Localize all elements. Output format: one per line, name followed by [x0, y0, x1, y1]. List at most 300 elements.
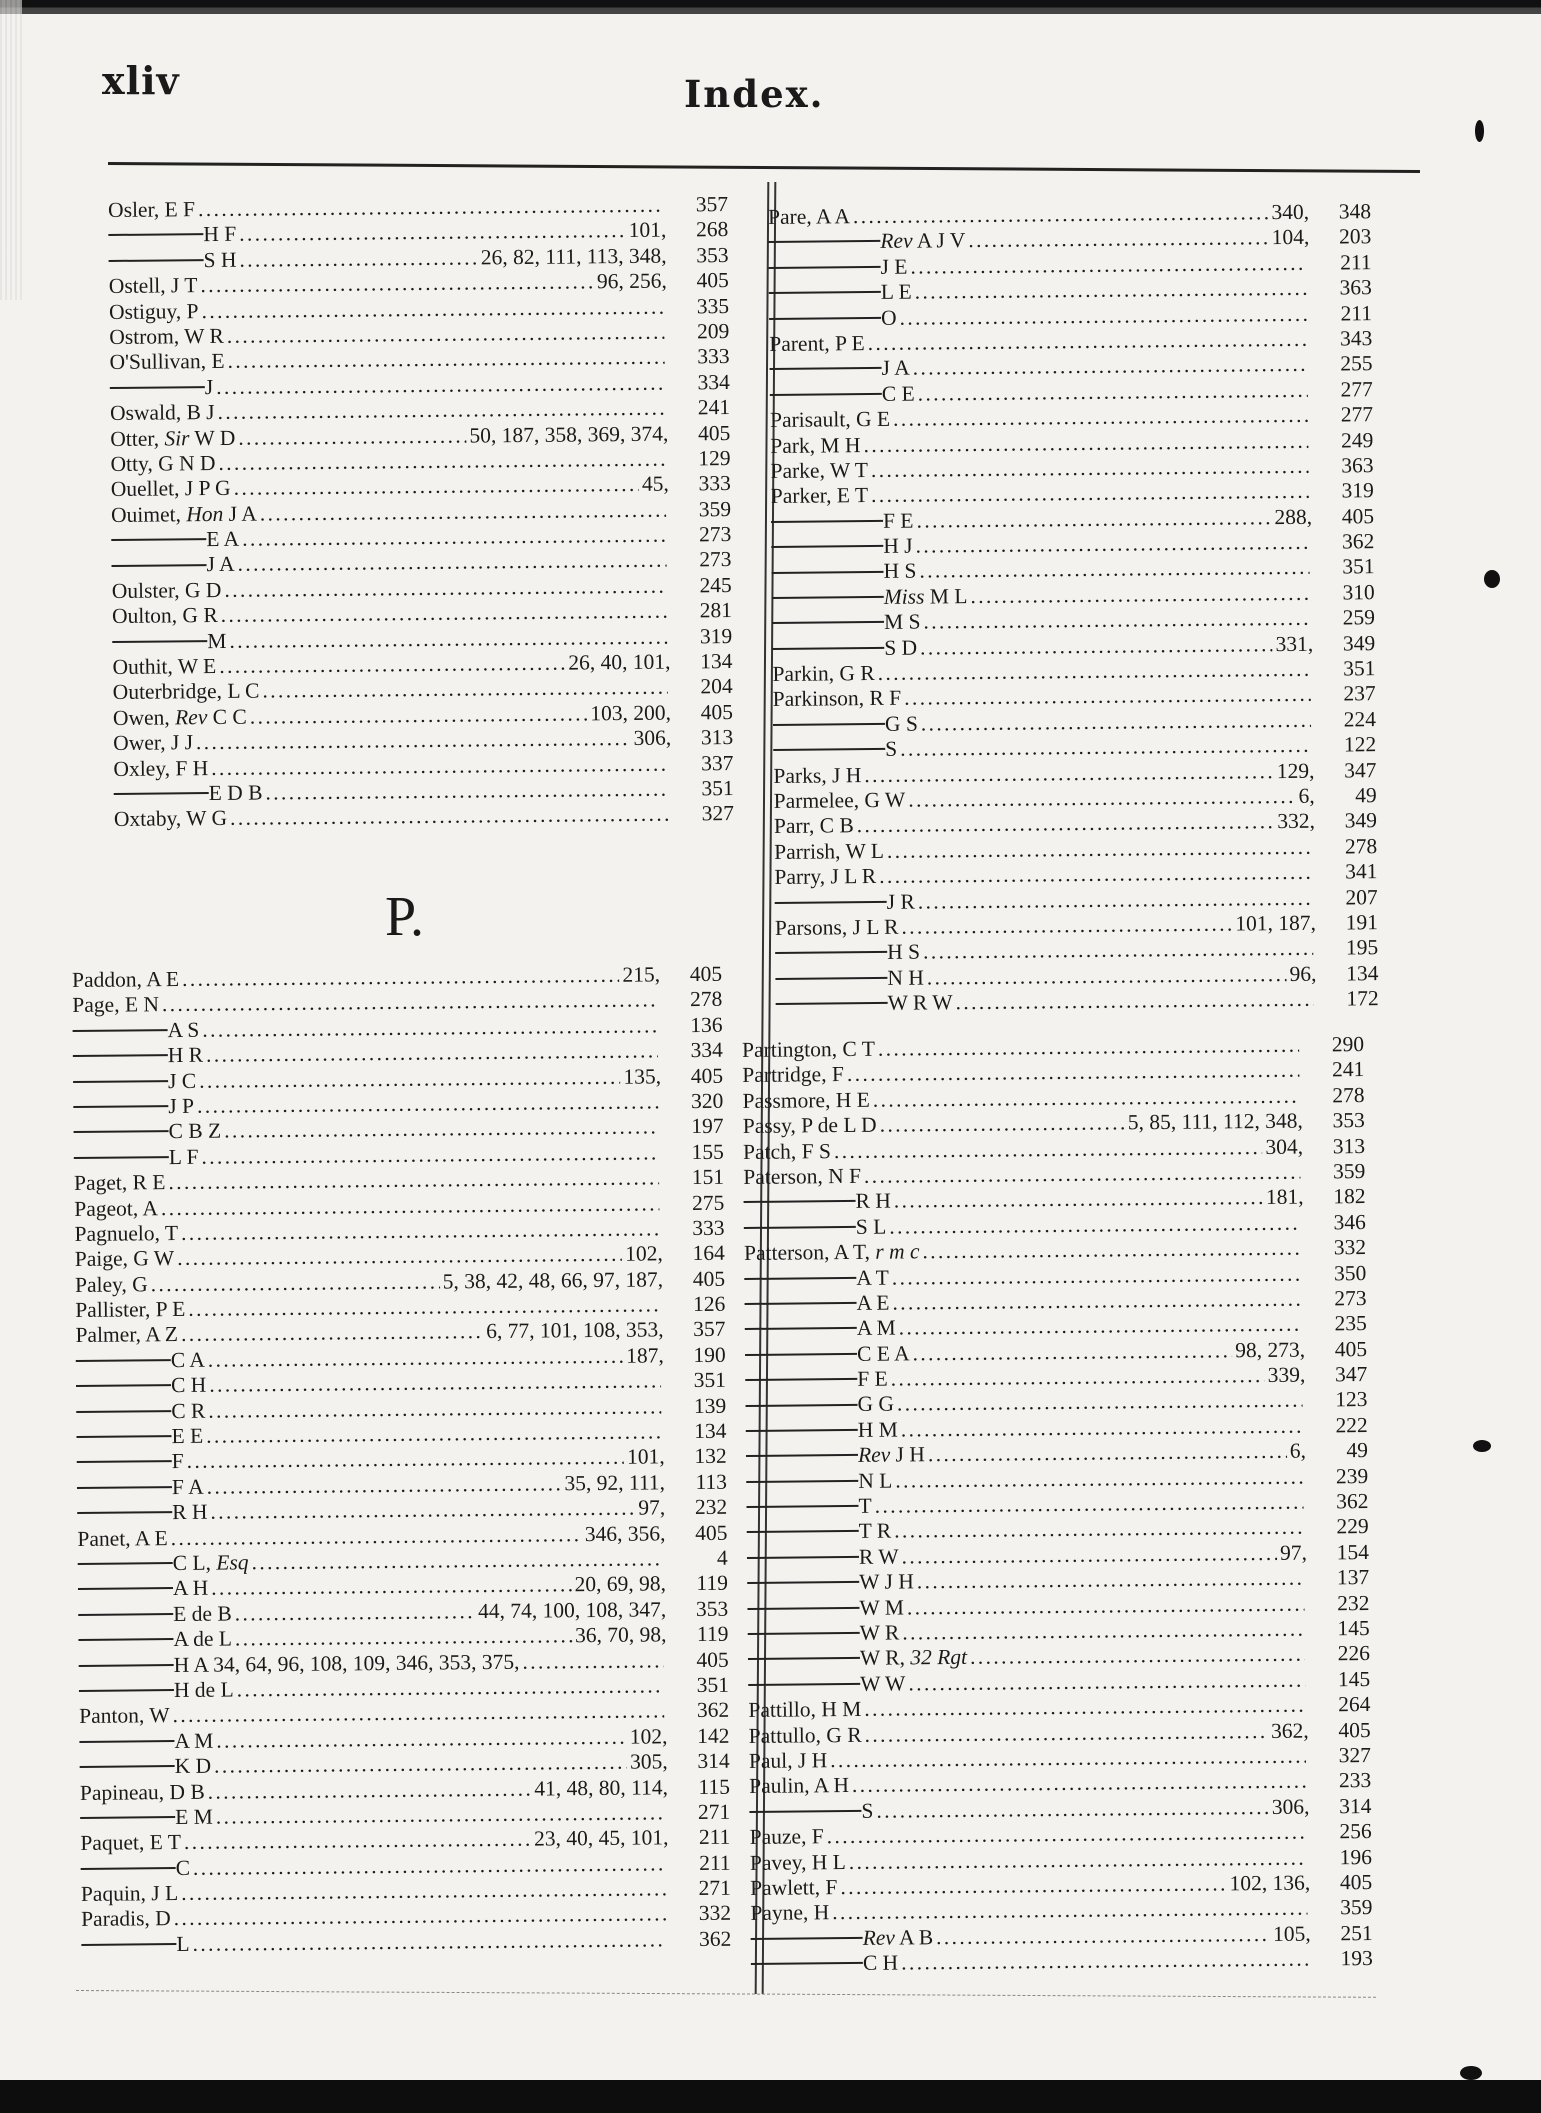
entry-given-names: R E [132, 1170, 166, 1195]
entry-surname: Osler, [108, 197, 160, 222]
dot-leader [908, 1667, 1305, 1696]
dot-leader [917, 1566, 1305, 1595]
entry-given-names: H S [887, 939, 921, 965]
dot-leader [915, 276, 1307, 305]
entry-page-number: 239 [1335, 1463, 1369, 1488]
entry-surname: Parker, [770, 483, 832, 509]
entry-page-number: 347 [1344, 757, 1377, 783]
entry-page-number: 134 [1346, 960, 1379, 986]
entry-page-number: 405 [695, 1520, 728, 1545]
entry-given-names: F S [801, 1138, 832, 1163]
entry-given-names: J T [170, 273, 198, 298]
entry-name [111, 552, 234, 579]
dot-leader [184, 1827, 531, 1856]
entry-page-number: 204 [700, 674, 733, 699]
entry-surname: Panet, [77, 1526, 131, 1551]
dot-leader [234, 472, 639, 501]
entry-name [74, 1170, 166, 1196]
entry-name [76, 1373, 206, 1400]
entry-given-names: L F [168, 1144, 199, 1169]
entry-surname: Paddon, [72, 967, 143, 992]
entry-page-number: 351 [1343, 656, 1376, 681]
entry-name [775, 915, 899, 942]
ditto-dash [745, 1327, 857, 1330]
entry-other-pages: 50, 187, 358, 369, 374, [469, 421, 669, 448]
entry-given-names: A H [172, 1576, 209, 1601]
ditto-dash [76, 1410, 171, 1413]
entry-given-names: K D [174, 1753, 212, 1779]
index-column-p-right-bottom [742, 1032, 1373, 1977]
entry-other-pages: 5, 38, 42, 48, 66, 97, 187, [442, 1267, 664, 1294]
entry-other-pages: 101, [626, 1444, 665, 1470]
entry-page-number: 405 [696, 1647, 729, 1672]
entry-surname: Oulton, [111, 603, 178, 629]
entry-given-names: H M [821, 1697, 862, 1722]
ink-speck [1460, 2066, 1482, 2080]
entry-name [81, 1932, 189, 1958]
entry-given-names: M [207, 628, 227, 653]
entry-given-names: C E [881, 381, 915, 406]
entry-page-number: 229 [1336, 1514, 1369, 1539]
entry-name [77, 1449, 184, 1475]
entry-page-number: 405 [689, 961, 723, 987]
entry-page-number: 268 [695, 217, 729, 242]
entry-other-pages: 35, 92, 111, [564, 1470, 666, 1496]
entry-page-number: 49 [1346, 1438, 1369, 1463]
entry-page-number: 142 [697, 1723, 730, 1748]
entry-name [77, 1475, 204, 1502]
entry-other-pages: 41, 48, 80, 114, [534, 1774, 669, 1801]
entry-page-number: 359 [698, 496, 732, 522]
dot-leader [251, 1546, 662, 1575]
entry-surname: Paquin, [80, 1881, 147, 1907]
entry-given-names: G W [864, 787, 906, 813]
entry-name [112, 654, 216, 680]
header-rule [108, 162, 1420, 173]
entry-page-number: 196 [1339, 1844, 1373, 1869]
entry-name [746, 1468, 892, 1495]
entry-page-number: 353 [1332, 1108, 1365, 1133]
dot-leader [522, 1648, 663, 1675]
entry-page-number: 241 [1331, 1057, 1365, 1082]
entry-given-names: G W [133, 1246, 175, 1271]
entry-page-number: 350 [1333, 1260, 1367, 1285]
entry-name [114, 781, 263, 808]
ditto-dash [772, 570, 884, 573]
ditto-dash [79, 1740, 174, 1743]
entry-given-names: F E [857, 1366, 888, 1391]
entry-surname: Paterson, [743, 1164, 823, 1189]
entry-page-number: 405 [690, 1063, 724, 1088]
dot-leader [214, 1750, 627, 1779]
entry-page-number: 211 [1340, 300, 1373, 326]
entry-page-number: 197 [691, 1114, 724, 1139]
entry-surname: O'Sullivan, [109, 349, 207, 375]
ditto-dash [772, 621, 884, 624]
ditto-dash [772, 647, 884, 650]
entry-other-pages: 339, [1267, 1362, 1306, 1388]
dot-leader [230, 802, 669, 832]
entry-name [743, 1139, 831, 1165]
entry-surname: Pawlett, [750, 1875, 821, 1900]
entry-given-names: J [204, 374, 214, 399]
dot-leader [216, 1724, 627, 1753]
entry-given-names: Rev A B [862, 1924, 934, 1950]
entry-surname: Pauze, [749, 1824, 807, 1850]
entry-given-names: A Z [145, 1322, 179, 1347]
entry-given-names: W R [184, 323, 224, 349]
entry-name [108, 248, 236, 275]
entry-given-names: C L, Esq [172, 1550, 249, 1576]
entry-name [745, 1367, 888, 1394]
entry-name [743, 1189, 890, 1216]
entry-surname: Oulster, [111, 578, 180, 603]
entry-surname: Patch, [742, 1139, 797, 1164]
entry-other-pages: 304, [1265, 1134, 1304, 1159]
entry-name [73, 1094, 194, 1121]
entry-page-number: 359 [1332, 1158, 1366, 1184]
index-entry [81, 1927, 731, 1959]
scan-bottom-edge [0, 2080, 1541, 2113]
entry-given-names: E A [206, 526, 240, 552]
ditto-dash [747, 1556, 859, 1559]
entry-other-pages: 102, [625, 1241, 663, 1266]
entry-page-number: 405 [696, 268, 729, 293]
entry-page-number: 405 [700, 699, 734, 725]
entry-given-names: W G [186, 806, 228, 831]
entry-given-names: C B [819, 813, 854, 838]
entry-other-pages: 101, 187, [1235, 910, 1317, 936]
ditto-dash [775, 901, 887, 904]
dot-leader [208, 1776, 532, 1805]
entry-name [72, 1018, 199, 1045]
entry-name [78, 1601, 232, 1628]
entry-page-number: 132 [694, 1444, 727, 1469]
entry-surname: Pare, [768, 204, 812, 229]
index-column-p-left [72, 962, 731, 1958]
entry-given-names: N L [858, 1468, 893, 1493]
entry-other-pages: 340, [1271, 199, 1310, 225]
entry-surname: Ostell, [108, 273, 166, 299]
entry-page-number: 134 [694, 1418, 727, 1444]
entry-page-number: 363 [1341, 453, 1374, 478]
entry-name [771, 508, 914, 535]
entry-name [746, 1494, 871, 1521]
entry-name [746, 1417, 898, 1444]
entry-page-number: 271 [698, 1875, 731, 1901]
entry-given-names: Sir W D [164, 425, 236, 450]
entry-name [75, 1322, 178, 1348]
ditto-dash [79, 1664, 174, 1667]
entry-given-names: F [825, 1875, 838, 1900]
entry-surname: Passy, [742, 1113, 796, 1139]
entry-given-names: G S [884, 711, 918, 736]
entry-surname: Parsons, [774, 915, 848, 940]
entry-name [771, 559, 916, 586]
entry-name [772, 610, 921, 637]
entry-name [112, 629, 226, 656]
ditto-dash [112, 640, 207, 643]
entry-surname: Page, [72, 992, 120, 1018]
dot-leader [897, 1388, 1303, 1417]
entry-surname: Ouellet, [110, 476, 180, 502]
dot-leader [970, 581, 1310, 610]
entry-name [774, 814, 854, 840]
entry-page-number: 277 [1340, 376, 1373, 402]
ditto-dash [772, 596, 884, 599]
entry-name [110, 400, 215, 426]
entry-given-names: C R [171, 1398, 206, 1423]
entry-given-names: C B Z [168, 1118, 222, 1144]
ditto-dash [112, 564, 207, 567]
entry-surname: Papineau, [79, 1779, 165, 1805]
entry-name [80, 1779, 205, 1806]
dot-leader [955, 987, 1313, 1016]
ditto-dash [77, 1461, 172, 1464]
entry-given-names: G E [855, 406, 891, 432]
entry-name [746, 1443, 925, 1470]
entry-given-names: F H [175, 755, 209, 780]
entry-other-pages: 104, [1271, 225, 1310, 250]
entry-other-pages: 181, [1265, 1184, 1304, 1210]
entry-name [110, 425, 235, 452]
entry-given-names: J L R [830, 864, 877, 889]
entry-given-names: J H [797, 1748, 828, 1773]
dot-leader [912, 1338, 1232, 1366]
entry-given-names: H R [167, 1042, 204, 1068]
entry-name [75, 1272, 148, 1298]
entry-other-pages: 97, [1279, 1540, 1308, 1565]
entry-page-number: 334 [697, 369, 730, 395]
ditto-dash [79, 1689, 174, 1692]
ditto-dash [111, 538, 206, 541]
ditto-dash [769, 317, 881, 320]
entry-given-names: T [858, 1493, 872, 1518]
entry-page-number: 351 [693, 1367, 727, 1393]
entry-other-pages: 288, [1274, 504, 1313, 529]
entry-other-pages: 96, 256, [596, 268, 667, 294]
entry-name [75, 1297, 185, 1323]
dot-leader [900, 733, 1311, 762]
entry-name [109, 349, 224, 376]
entry-name [80, 1830, 181, 1856]
dot-leader [864, 759, 1274, 788]
entry-given-names: W L [845, 838, 885, 864]
entry-given-names: A T [856, 1265, 889, 1290]
entry-name [81, 1907, 171, 1933]
ditto-dash [80, 1816, 175, 1819]
entry-page-number: 405 [1341, 503, 1375, 529]
entry-page-number: 310 [1342, 580, 1375, 605]
entry-given-names: J R [886, 889, 915, 914]
dot-leader [921, 708, 1311, 737]
entry-other-pages: 101, [628, 218, 667, 243]
entry-name [749, 1748, 828, 1774]
entry-given-names: L E [880, 279, 912, 305]
ditto-dash [744, 1200, 856, 1203]
entry-given-names: N H [887, 965, 924, 990]
entry-name [75, 1246, 175, 1272]
entry-given-names: H [813, 1900, 830, 1925]
entry-given-names: G R [826, 1722, 862, 1747]
entry-page-number: 335 [696, 293, 730, 318]
entry-given-names: A M [856, 1315, 896, 1341]
entry-name [745, 1392, 894, 1419]
entry-other-pages: 215, [622, 962, 661, 987]
ditto-dash [748, 1683, 860, 1686]
entry-other-pages: 44, 74, 100, 108, 347, [477, 1597, 667, 1623]
ditto-dash [775, 951, 887, 954]
entry-given-names: E de B [173, 1601, 232, 1626]
entry-surname: Parisault, [769, 407, 851, 433]
entry-page-number: 151 [691, 1164, 725, 1190]
entry-name [775, 889, 915, 916]
entry-given-names: N F [828, 1163, 862, 1189]
ink-speck [1473, 1440, 1491, 1452]
entry-name [769, 280, 912, 307]
dot-leader [876, 1795, 1269, 1824]
index-entry [776, 986, 1379, 1017]
entry-given-names: H A 34, 64, 96, 108, 109, 346, 353, 375, [173, 1649, 520, 1677]
dot-leader [904, 682, 1311, 711]
entry-name [113, 756, 208, 782]
entry-name [110, 375, 214, 401]
entry-name [748, 1671, 905, 1698]
ditto-dash [746, 1429, 858, 1432]
dot-leader [908, 784, 1296, 813]
entry-given-names: H F [203, 222, 237, 247]
entry-other-pages: 23, 40, 45, 101, [533, 1825, 669, 1851]
dot-leader [239, 218, 626, 247]
scan-left-edge [0, 0, 22, 300]
entry-surname: Pattillo, [748, 1697, 817, 1723]
ditto-dash [745, 1378, 857, 1381]
entry-page-number: 137 [1336, 1565, 1370, 1590]
entry-page-number: 115 [698, 1774, 730, 1799]
entry-name [81, 1856, 191, 1882]
ditto-dash [776, 1002, 888, 1005]
entry-other-pages: 102, [629, 1724, 668, 1749]
entry-other-pages: 135, [623, 1063, 662, 1089]
entry-page-number: 319 [1341, 478, 1374, 503]
entry-name [750, 1875, 837, 1901]
entry-given-names: Rev A J V [880, 228, 966, 254]
entry-name [744, 1265, 889, 1292]
entry-other-pages: 6, [1289, 1438, 1307, 1464]
section-letter-p: P. [385, 886, 424, 948]
dot-leader [853, 200, 1269, 229]
dot-leader [235, 1599, 476, 1627]
entry-page-number: 232 [694, 1494, 728, 1520]
entry-page-number: 290 [1331, 1032, 1365, 1057]
entry-given-names: G [132, 1271, 148, 1297]
entry-given-names: L C [227, 678, 260, 704]
dot-leader [260, 497, 666, 526]
entry-given-names: P de L D [801, 1112, 877, 1138]
entry-page-number: 154 [1336, 1539, 1370, 1565]
entry-given-names: J P G [184, 476, 231, 501]
dot-leader [899, 1312, 1302, 1341]
entry-name [79, 1728, 213, 1755]
entry-other-pages: 36, 70, 98, [574, 1622, 667, 1648]
entry-page-number: 405 [1339, 1869, 1373, 1895]
entry-given-names: J A [206, 552, 235, 577]
dot-leader [840, 1871, 1226, 1900]
entry-given-names: Miss M L [883, 583, 968, 609]
entry-name [748, 1621, 900, 1648]
dot-leader [907, 1591, 1305, 1620]
entry-given-names: H M [857, 1417, 898, 1442]
entry-given-names: P E [834, 331, 865, 356]
ditto-dash [73, 1105, 168, 1108]
dot-leader [208, 1344, 624, 1373]
entry-name [78, 1550, 249, 1577]
entry-name [742, 1062, 844, 1088]
entry-given-names: C A [170, 1347, 205, 1372]
entry-page-number: 313 [1332, 1133, 1366, 1158]
entry-given-names: D B [169, 1779, 205, 1804]
entry-name [751, 1925, 934, 1952]
ditto-dash [748, 1657, 860, 1660]
dot-leader [171, 1522, 582, 1551]
entry-page-number: 139 [693, 1393, 727, 1418]
entry-surname: Paige, [74, 1246, 129, 1272]
dot-leader [910, 251, 1306, 280]
entry-name [72, 993, 159, 1019]
dot-leader [238, 423, 466, 451]
entry-page-number: 273 [1334, 1285, 1367, 1311]
entry-given-names: L [176, 1931, 190, 1956]
ditto-dash [110, 386, 205, 389]
entry-name [747, 1570, 914, 1597]
ditto-dash [744, 1276, 856, 1279]
dot-leader [894, 1185, 1263, 1214]
entry-given-names: P [186, 298, 199, 323]
entry-page-number: 332 [1333, 1235, 1367, 1260]
entry-name [768, 204, 850, 230]
entry-page-number: 278 [689, 987, 723, 1012]
entry-name [81, 1881, 179, 1907]
entry-surname: Ostiguy, [108, 298, 182, 324]
entry-surname: Paley, [74, 1272, 127, 1297]
entry-page-number: 256 [1339, 1819, 1372, 1844]
entry-name [769, 331, 865, 357]
entry-name [76, 1424, 203, 1451]
entry-other-pages: 306, [1271, 1794, 1310, 1819]
entry-given-names: G N D [158, 450, 216, 476]
dot-leader [970, 1642, 1305, 1671]
dot-leader [901, 1541, 1277, 1570]
ditto-dash [745, 1353, 857, 1356]
entry-name [743, 1164, 861, 1191]
entry-page-number: 195 [1345, 935, 1379, 960]
entry-page-number: 333 [692, 1215, 725, 1240]
ink-speck [1475, 120, 1484, 142]
ditto-dash [80, 1765, 175, 1768]
entry-name [742, 1037, 875, 1064]
entry-name [108, 222, 236, 249]
entry-page-number: 346 [1333, 1209, 1366, 1235]
entry-name [111, 527, 239, 554]
ditto-dash [746, 1480, 858, 1483]
entry-name [748, 1697, 861, 1723]
entry-given-names: R H [172, 1499, 208, 1525]
entry-name [73, 1043, 203, 1070]
entry-page-number: 275 [691, 1190, 725, 1215]
entry-given-names: C T [842, 1036, 876, 1062]
entry-surname: Payne, [750, 1900, 809, 1926]
entry-other-pages: 98, 273, [1235, 1337, 1306, 1362]
